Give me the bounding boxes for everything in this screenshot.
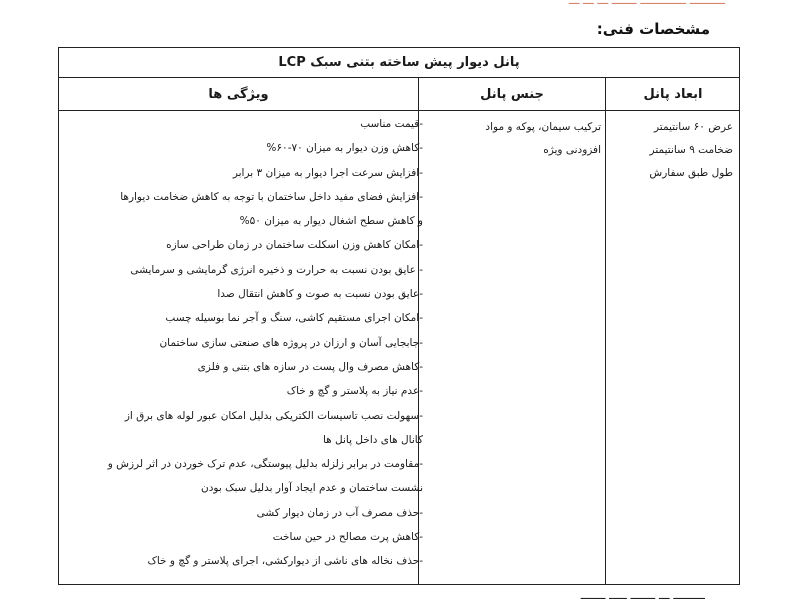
list-item: ترکیب سیمان، پوکه و مواد (485, 121, 601, 133)
list-item: -کاهش پرت مصالح در حین ساخت (272, 531, 423, 544)
list-item: -افزایش سرعت اجرا دیوار به میزان ۳ برابر (232, 166, 423, 179)
list-item: -قیمت مناسب (360, 118, 423, 130)
list-item: افزودنی ویژه (543, 144, 601, 156)
cropped-bottom-line: ـــــــــ ـــ ـــــــ ـــــ ـــــــ (580, 592, 705, 600)
list-item: - عایق بودن نسبت به حرارت و ذخیره انرژی گرمایشی و سرمایشی (130, 263, 423, 276)
list-item: ضخامت ۹ سانتیمتر (649, 144, 733, 156)
header-divider (59, 110, 739, 111)
list-item: طول طبق سفارش (649, 167, 733, 179)
list-item: -جابجایی آسان و ارزان در پروژه های صنعتی سازی ساختمان (159, 336, 423, 349)
list-item: -کاهش مصرف وال پست در سازه های بتنی و فلزی (197, 360, 423, 373)
list-item: -کاهش وزن دیوار به میزان ۷۰-۶۰% (266, 142, 423, 155)
list-item: -حذف مصرف آب در زمان دیوار کشی (256, 506, 423, 519)
spec-table (58, 47, 740, 585)
material-cell (421, 116, 601, 162)
list-item: و کاهش سطح اشغال دیوار به میزان ۵۰% (239, 215, 423, 228)
list-item: نشست ساختمان و عدم ایجاد آوار بدلیل سبک بودن (201, 482, 423, 495)
cropped-top-heading (395, 0, 725, 5)
column-divider (605, 78, 606, 584)
list-item: -سهولت نصب تاسیسات الکتریکی بدلیل امکان عبور لوله های برق از (124, 409, 423, 422)
list-item: کانال های داخل پانل ها (322, 433, 423, 446)
features-cell (67, 112, 423, 574)
dimensions-cell (609, 116, 733, 185)
list-item: -عدم نیاز به پلاستر و گچ و خاک (286, 385, 423, 398)
list-item: -مقاومت در برابر زلزله بدلیل پیوستگی، عدم ترک خوردن در اثر لرزش و (107, 458, 423, 471)
cropped-bottom-text (435, 592, 705, 600)
list-item: -امکان اجرای مستقیم کاشی، سنگ و آجر نما بوسیله چسب (165, 312, 423, 325)
list-item: عرض ۶۰ سانتیمتر (653, 121, 733, 133)
list-item: -حذف نخاله های ناشی از دیوارکشی، اجرای پلاستر و گچ و خاک (147, 555, 423, 568)
column-header-material: جنس پانل (480, 87, 544, 102)
list-item: -امکان کاهش وزن اسکلت ساختمان در زمان طراحی سازه (166, 239, 423, 252)
table-title: پانل دیوار پیش ساخته بتنی سبک LCP (59, 48, 739, 78)
list-item: -عایق بودن نسبت به صوت و کاهش انتقال صدا (217, 288, 423, 301)
section-title: مشخصات فنی: (596, 20, 710, 38)
column-header-features: ویژگی ها (208, 87, 269, 102)
column-header-dimensions: ابعاد پانل (643, 87, 703, 102)
list-item: -افزایش فضای مفید داخل ساختمان با توجه به کاهش ضخامت دیوارها (120, 190, 423, 203)
